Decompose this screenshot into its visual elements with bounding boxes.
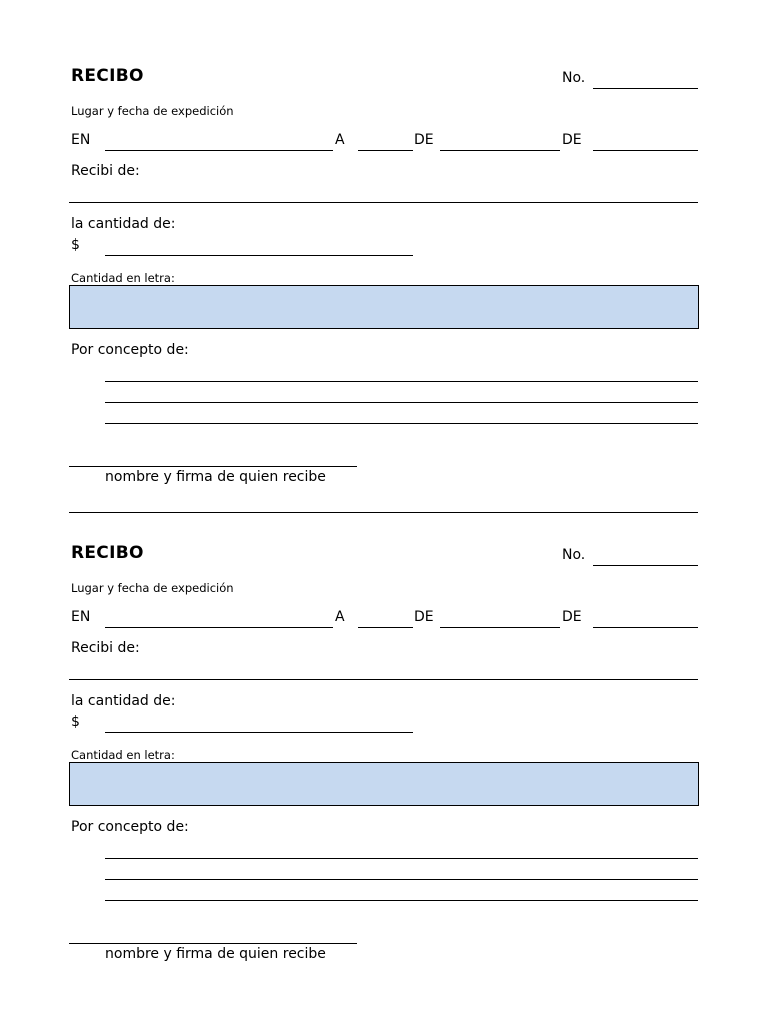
amount-words-field[interactable] bbox=[69, 285, 699, 329]
en-label: EN bbox=[71, 609, 91, 625]
receipt-number-label: No. bbox=[562, 70, 586, 86]
amount-words-label: Cantidad en letra: bbox=[71, 748, 175, 762]
concept-line-2[interactable] bbox=[105, 402, 698, 403]
de-label-month: DE bbox=[414, 132, 434, 148]
a-label: A bbox=[335, 609, 345, 625]
currency-symbol: $ bbox=[71, 714, 80, 730]
place-field[interactable] bbox=[105, 150, 333, 151]
receipt-title: RECIBO bbox=[71, 66, 144, 86]
de-label-month: DE bbox=[414, 609, 434, 625]
concept-line-1[interactable] bbox=[105, 381, 698, 382]
a-label: A bbox=[335, 132, 345, 148]
amount-label: la cantidad de: bbox=[71, 216, 176, 232]
concept-line-3[interactable] bbox=[105, 900, 698, 901]
concept-line-2[interactable] bbox=[105, 879, 698, 880]
month-field[interactable] bbox=[440, 150, 560, 151]
receipt-number-label: No. bbox=[562, 547, 586, 563]
concept-line-3[interactable] bbox=[105, 423, 698, 424]
signature-label: nombre y firma de quien recibe bbox=[105, 469, 326, 485]
amount-words-field[interactable] bbox=[69, 762, 699, 806]
en-label: EN bbox=[71, 132, 91, 148]
signature-line[interactable] bbox=[69, 943, 357, 944]
day-field[interactable] bbox=[358, 150, 413, 151]
amount-label: la cantidad de: bbox=[71, 693, 176, 709]
receipt-number-field[interactable] bbox=[593, 565, 698, 566]
amount-field[interactable] bbox=[105, 732, 413, 733]
place-field[interactable] bbox=[105, 627, 333, 628]
de-label-year: DE bbox=[562, 609, 582, 625]
receipt-form-1 bbox=[0, 0, 768, 470]
issue-place-date-label: Lugar y fecha de expedición bbox=[71, 104, 234, 118]
issue-place-date-label: Lugar y fecha de expedición bbox=[71, 581, 234, 595]
amount-words-label: Cantidad en letra: bbox=[71, 271, 175, 285]
signature-line[interactable] bbox=[69, 466, 357, 467]
receipt-title: RECIBO bbox=[71, 543, 144, 563]
month-field[interactable] bbox=[440, 627, 560, 628]
signature-label: nombre y firma de quien recibe bbox=[105, 946, 326, 962]
concept-line-1[interactable] bbox=[105, 858, 698, 859]
amount-field[interactable] bbox=[105, 255, 413, 256]
de-label-year: DE bbox=[562, 132, 582, 148]
year-field[interactable] bbox=[593, 627, 698, 628]
year-field[interactable] bbox=[593, 150, 698, 151]
concept-label: Por concepto de: bbox=[71, 342, 189, 358]
currency-symbol: $ bbox=[71, 237, 80, 253]
receipt-form-2 bbox=[0, 477, 768, 947]
concept-label: Por concepto de: bbox=[71, 819, 189, 835]
day-field[interactable] bbox=[358, 627, 413, 628]
received-from-field[interactable] bbox=[69, 202, 698, 203]
received-from-label: Recibi de: bbox=[71, 640, 140, 656]
received-from-field[interactable] bbox=[69, 679, 698, 680]
receipt-number-field[interactable] bbox=[593, 88, 698, 89]
received-from-label: Recibi de: bbox=[71, 163, 140, 179]
